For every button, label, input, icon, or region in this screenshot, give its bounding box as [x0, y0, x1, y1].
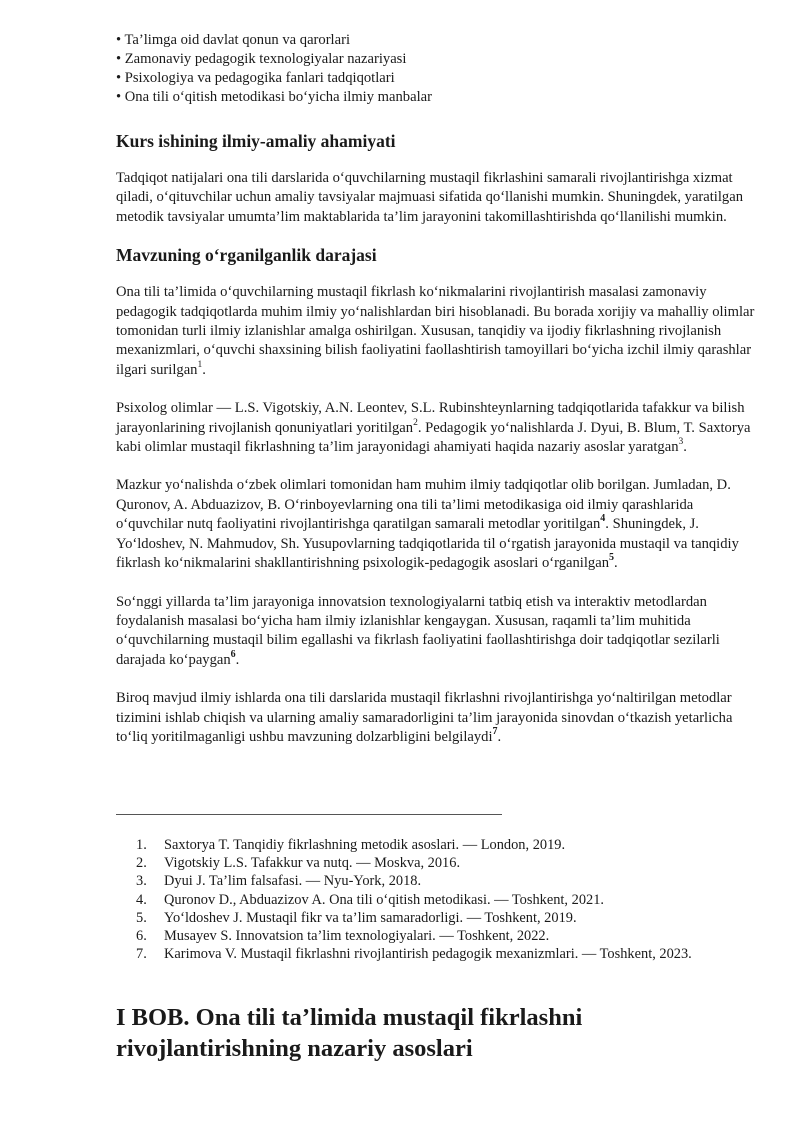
list-item: • Ona tili o‘qitish metodikasi bo‘yicha ilmiy manbalar [116, 89, 432, 105]
footnote-separator [116, 814, 502, 815]
footnote-item: 1. Saxtorya T. Tanqidiy fikrlashning metodik asoslari. — London, 2019. [136, 837, 566, 853]
footnote-item: 7. Karimova V. Mustaqil fikrlashni rivojlantirish pedagogik mexanizmlari. — Toshkent, 2023. [136, 946, 692, 963]
source-list [116, 31, 756, 107]
chapter-title: I BOB. Ona tili ta’limida mustaqil fikrlashni rivojlantirishning nazariy asoslari [116, 1004, 583, 1062]
footnote-item: 6. Musayev S. Innovatsion ta’lim texnologiyalari. — Toshkent, 2022. [136, 928, 550, 945]
paragraph: So‘nggi yillarda ta’lim jarayoniga innovatsion texnologiyalarni tatbiq etish va interaktiv metodlardan foydalanish masalasi bo‘yicha ham ilmiy izlanishlar kengaygan. Xususan, raqamli ta’lim muhitida o‘quvchilarning mustaqil bilim egallashi va fikrlash faoliyatini faollashtirishga doir tadqiqotlar sezilarli darajada ko‘paygan$^6$. [116, 593, 720, 668]
footnote-ref[interactable]: 2 [413, 417, 418, 428]
footnote-item: 2. Vigotskiy L.S. Tafakkur va nutq. — Moskva, 2016. [136, 855, 461, 872]
paragraph: Psixolog olimlar — L.S. Vigotskiy, A.N. Leontev, S.L. Rubinshteynlarning tadqiqotlarida tafakkur va bilish jarayonlarining rivojlanish qonuniyatlari yoritilgan$^2$. Pedagogik yo‘nalishlarda J. Dyui, B. Blum, T. Saxtorya kabi olimlar mustaqil fikrlashning ta’lim jarayonidagi ahamiyati haqida nazariy asoslar yaratgan$^3$. [116, 400, 751, 456]
paragraph: Tadqiqot natijalari ona tili darslarida o‘quvchilarning mustaqil fikrlashini samarali rivojlantirishga xizmat qiladi, o‘qituvchilar uchun amaliy tavsiyalar majmuasi sifatida qo‘llanishi mumkin. Shuningdek, yaratilgan metodik tavsiyalar umumta’lim maktablarida ta’lim jarayonini takomillashtirishda qo‘llanilishi mumkin. [116, 170, 743, 225]
list-item: • Zamonaviy pedagogik texnologiyalar nazariyasi [116, 51, 407, 67]
footnote-item: 3. Dyui J. Ta’lim falsafasi. — Nyu-York, 2018. [136, 873, 422, 890]
footnote-ref[interactable]: 5 [609, 552, 614, 564]
section-heading: Kurs ishining ilmiy-amaliy ahamiyati [116, 131, 396, 151]
footnote-list [116, 836, 756, 963]
footnote-ref[interactable]: 6 [230, 648, 236, 660]
footnote-ref[interactable]: 3 [678, 437, 684, 448]
paragraph: Biroq mavjud ilmiy ishlarda ona tili darslarida mustaqil fikrlashni rivojlantirishga yo‘naltirilgan metodlar tizimini ishlab chiqish va ularning amaliy samaradorligini ta’lim jarayonida sinovdan o‘tkazish yetarlicha to‘liq yoritilmaganligi ushbu mavzuning dolzarbligini belgilaydi$^7$. [116, 690, 733, 745]
footnote-ref[interactable]: 1 [197, 359, 203, 370]
list-item: • Ta’limga oid davlat qonun va qarorlari [116, 32, 351, 48]
section-heading: Mavzuning o‘rganilganlik darajasi [116, 245, 377, 266]
footnote-ref[interactable]: 7 [492, 726, 498, 738]
paragraph: Mazkur yo‘nalishda o‘zbek olimlari tomonidan ham muhim ilmiy tadqiqotlar olib borilgan. Jumladan, D. Quronov, A. Abduazizov, B. O‘rinboyevlarning ona tili ta’limi metodikasiga oid ilmiy qarashlarida o‘quvchilar nutq faoliyatini rivojlantirishga qaratilgan samarali metodlar yoritilgan$^4$. Shuningdek, J. Yo‘ldoshev, N. Mahmudov, Sh. Yusupovlarning tadqiqotlarida til o‘rgatish jarayonida mustaqil va tanqidiy fikrlash ko‘nikmalarini shakllantirishning psixologik-pedagogik asoslari o‘rganilgan$^5$. [116, 477, 739, 572]
footnote-item: 4. Quronov D., Abduazizov A. Ona tili o‘qitish metodikasi. — Toshkent, 2021. [136, 891, 605, 908]
list-item: • Psixologiya va pedagogika fanlari tadqiqotlari [116, 70, 395, 86]
paragraph: Ona tili ta’limida o‘quvchilarning mustaqil fikrlash ko‘nikmalarini rivojlantirish masalasi zamonaviy pedagogik tadqiqotlarda muhim ilmiy yo‘nalishlardan biri hisoblanadi. Bu borada xorijiy va mahalliy olimlar tomonidan turli ilmiy izlanishlar amalga oshirilgan. Xususan, tanqidiy va ijodiy fikrlashning rivojlanish mexanizmlari, o‘quvchi shaxsining bilish faoliyatini faollashtirish tamoyillari bo‘yicha izchil ilmiy qarashlar ilgari surilgan$^1$. [116, 284, 755, 378]
footnote-ref[interactable]: 4 [600, 513, 606, 525]
footnote-item: 5. Yo‘ldoshev J. Mustaqil fikr va ta’lim samaradorligi. — Toshkent, 2019. [136, 909, 577, 926]
document-body [116, 31, 756, 747]
